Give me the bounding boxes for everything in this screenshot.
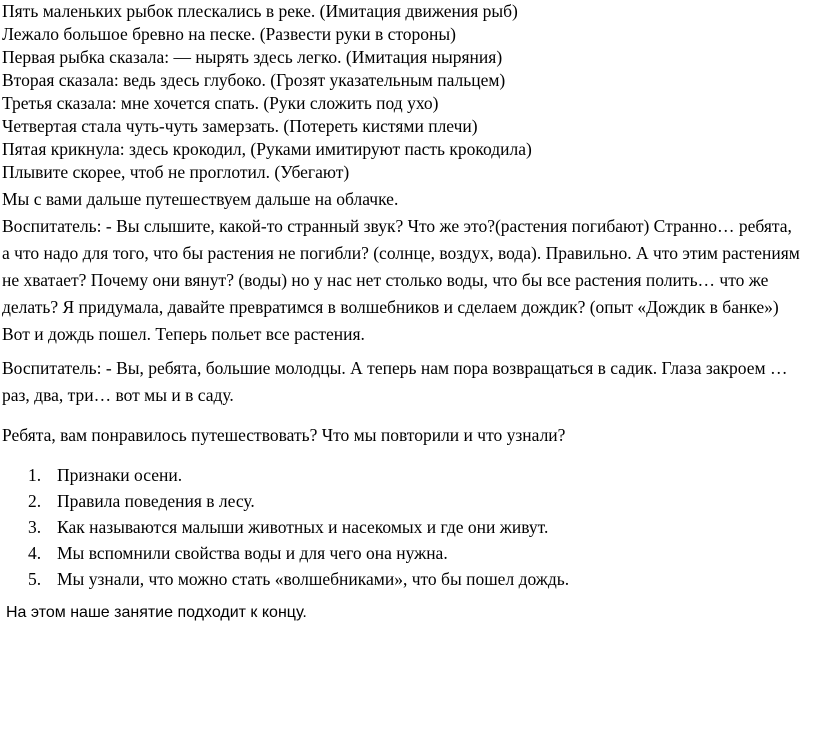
cloud-journey-section (2, 186, 802, 348)
list-item (0, 462, 800, 488)
poem-line: Вторая сказала: ведь здесь глубоко. (Грозят указательным пальцем) (2, 70, 506, 90)
teacher-paragraph-rain: Воспитатель: - Вы слышите, какой-то странный звук? Что же это?(растения погибают) Странно… ребята, а что надо для того, что бы растения не погибли? (солнце, воздух, вода). Правильно. А что этим растениям не хватает? Почему они вянут? (воды) но у нас нет столько воды, что бы все растения полить… что же делать? Я придумала, давайте превратимся в волшебников и сделаем дождик? (опыт «Дождик в банке») Вот и дождь пошел. Теперь польет все растения. (2, 216, 800, 344)
list-text: Как называются малыши животных и насекомых и где они живут. (57, 517, 549, 537)
list-number: 4. (28, 543, 42, 563)
list-item (0, 566, 800, 592)
cloud-paragraph: Мы с вами дальше путешествуем дальше на облачке. (2, 189, 399, 209)
poem-line: Пять маленьких рыбок плескались в реке. (Имитация движения рыб) (2, 1, 518, 21)
list-text: Мы узнали, что можно стать «волшебниками», что бы пошел дождь. (57, 569, 570, 589)
question-paragraph: Ребята, вам понравилось путешествовать? Что мы повторили и что узнали? (2, 425, 566, 445)
list-number: 2. (28, 491, 42, 511)
list-text: Мы вспомнили свойства воды и для чего она нужна. (57, 543, 448, 563)
poem-line: Лежало большое бревно на песке. (Развести руки в стороны) (2, 24, 457, 44)
list-item (0, 540, 800, 566)
list-text: Правила поведения в лесу. (57, 491, 255, 511)
list-number: 5. (28, 569, 42, 589)
list-number: 1. (28, 465, 42, 485)
finger-game-poem (2, 0, 802, 184)
list-item (0, 488, 800, 514)
list-text: Признаки осени. (57, 465, 183, 485)
teacher-paragraph-return: Воспитатель: - Вы, ребята, большие молодцы. А теперь нам пора возвращаться в садик. Глаза закроем … раз, два, три… вот мы и в саду. (2, 358, 788, 405)
poem-line: Первая рыбка сказала: — нырять здесь легко. (Имитация ныряния) (2, 47, 503, 67)
closing-paragraph: На этом наше занятие подходит к концу. (6, 604, 307, 621)
poem-line: Плывите скорее, чтоб не проглотил. (Убегают) (2, 162, 350, 182)
list-item (0, 514, 800, 540)
poem-line: Пятая крикнула: здесь крокодил, (Руками имитируют пасть крокодила) (2, 139, 532, 159)
summary-list (0, 462, 800, 592)
poem-line: Третья сказала: мне хочется спать. (Руки сложить под ухо) (2, 93, 439, 113)
poem-line: Четвертая стала чуть-чуть замерзать. (Потереть кистями плечи) (2, 116, 478, 136)
list-number: 3. (28, 517, 42, 537)
